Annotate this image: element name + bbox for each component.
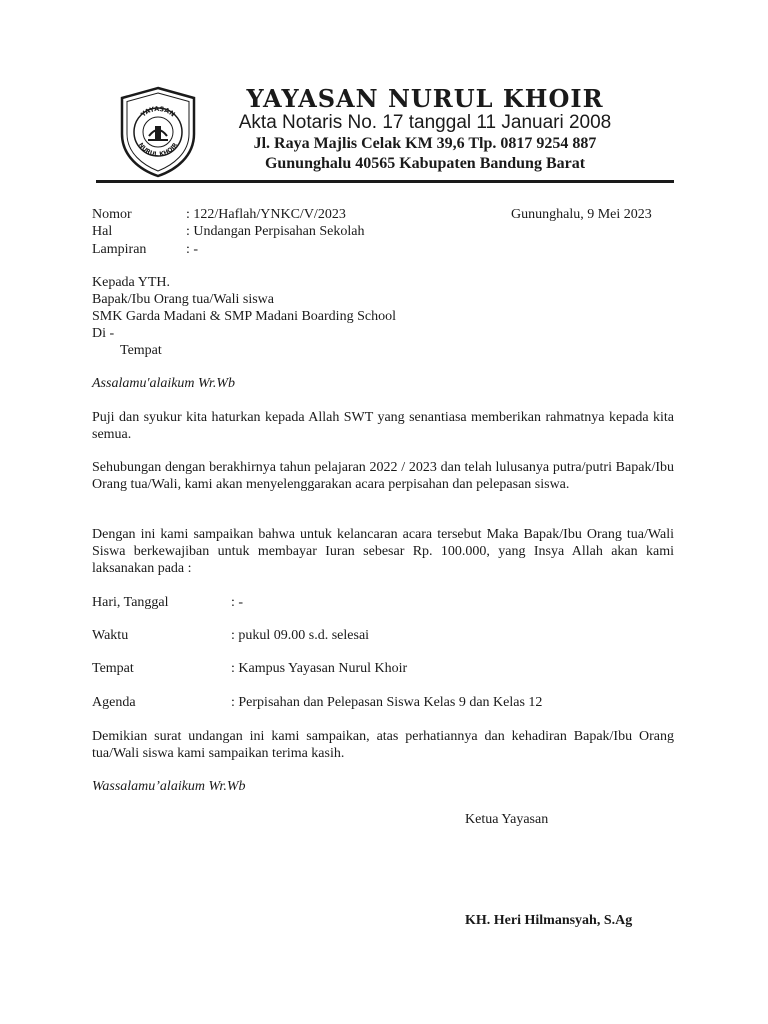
schedule-label-time: Waktu — [92, 628, 129, 643]
organization-city: Gununghalu 40565 Kabupaten Bandung Barat — [264, 155, 586, 172]
organization-name: YAYASAN NURUL KHOIR — [246, 84, 604, 113]
nomor-value: : 122/Haflah/YNKC/V/2023 — [186, 207, 346, 222]
logo-bottom-text: NURUL KHOIR — [136, 141, 180, 159]
nomor-label: Nomor — [92, 207, 132, 222]
schedule-label-agenda: Agenda — [92, 695, 136, 710]
schedule-value-time: : pukul 09.00 s.d. selesai — [231, 628, 370, 643]
recipient-line-3: SMK Garda Madani & SMP Madani Boarding School — [92, 309, 396, 324]
schedule-value-date: : - — [231, 595, 244, 610]
schedule-label-place: Tempat — [92, 661, 134, 676]
schedule-label-date: Hari, Tanggal — [92, 595, 169, 610]
hal-label: Hal — [92, 224, 113, 239]
paragraph-2: Sehubungan dengan berakhirnya tahun pelajaran 2022 / 2023 dan telah lulusanya putra/putri Bapak/Ibu Orang tua/Wali, kami akan menyelenggarakan acara perpisahan dan pelepasan siswa. — [92, 460, 674, 492]
recipient-line-4: Di - — [92, 326, 115, 341]
lampiran-label: Lampiran — [92, 242, 147, 257]
lampiran-value: : - — [186, 242, 199, 257]
signer-name: KH. Heri Hilmansyah, S.Ag — [465, 913, 633, 928]
hal-value: : Undangan Perpisahan Sekolah — [186, 224, 365, 239]
recipient-line-2: Bapak/Ibu Orang tua/Wali siswa — [92, 292, 274, 307]
recipient-line-1: Kepada YTH. — [92, 275, 171, 290]
greeting: Assalamu'alaikum Wr.Wb — [92, 376, 235, 391]
farewell: Wassalamu’alaikum Wr.Wb — [92, 779, 246, 794]
paragraph-3: Dengan ini kami sampaikan bahwa untuk kelancaran acara tersebut Maka Bapak/Ibu Orang tua/Wali Siswa berkewajiban untuk membayar Iuran sebesar Rp. 100.000, yang Insya Allah akan kami laksanakan pada : — [92, 527, 674, 576]
logo-top-text: YAYASAN — [139, 104, 177, 119]
letterhead-divider — [96, 180, 674, 183]
schedule-value-agenda: : Perpisahan dan Pelepasan Siswa Kelas 9 dan Kelas 12 — [231, 695, 543, 710]
yayasan-emblem-icon — [118, 86, 198, 178]
schedule-value-place: : Kampus Yayasan Nurul Khoir — [231, 661, 408, 676]
closing-paragraph: Demikian surat undangan ini kami sampaikan, atas perhatiannya dan kehadiran Bapak/Ibu Orang tua/Wali siswa kami sampaikan terima kasih. — [92, 729, 674, 761]
recipient-line-5: Tempat — [120, 343, 162, 358]
place-date: Gununghalu, 9 Mei 2023 — [511, 207, 652, 222]
organization-address: Jl. Raya Majlis Celak KM 39,6 Tlp. 0817 9254 887 — [253, 135, 597, 152]
paragraph-1: Puji dan syukur kita haturkan kepada Allah SWT yang senantiasa memberikan rahmatnya kepada kita semua. — [92, 410, 674, 442]
signer-title: Ketua Yayasan — [465, 812, 549, 827]
notary-deed: Akta Notaris No. 17 tanggal 11 Januari 2008 — [238, 112, 612, 133]
